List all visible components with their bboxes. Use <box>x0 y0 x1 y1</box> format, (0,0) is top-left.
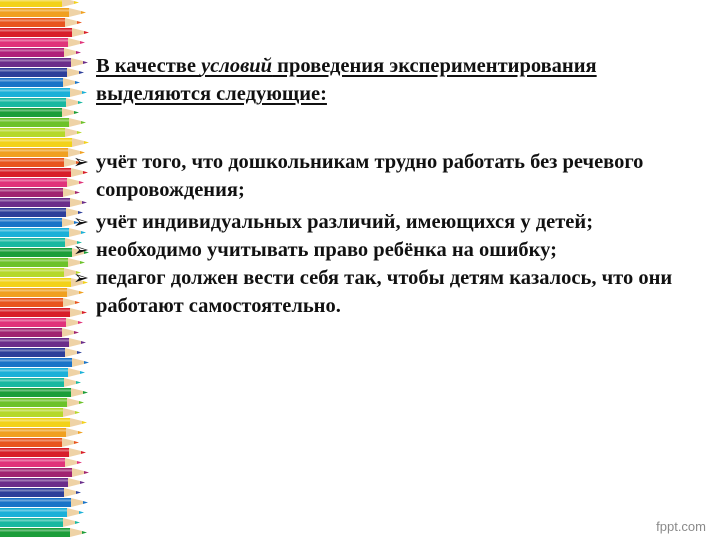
pencil <box>0 438 79 447</box>
pencil <box>0 448 86 457</box>
conditions-list <box>72 148 702 320</box>
list-item-text: педагог должен вести себя так, чтобы детям казалось, что они работают самостоятельно. <box>96 267 673 317</box>
pencil <box>0 48 81 57</box>
pencil <box>0 128 82 137</box>
pencil <box>0 408 80 417</box>
pencil <box>0 478 85 487</box>
pencil <box>0 28 89 37</box>
arrow-bullet-icon: ➢ <box>73 239 89 261</box>
pencil <box>0 328 79 337</box>
pencil <box>0 318 83 327</box>
slide-heading <box>96 52 702 108</box>
pencil <box>0 428 83 437</box>
arrow-bullet-icon: ➢ <box>73 267 89 289</box>
pencil <box>0 208 83 217</box>
arrow-bullet-icon: ➢ <box>73 151 89 173</box>
pencil <box>0 348 82 357</box>
pencil <box>0 508 84 517</box>
pencil <box>0 78 80 87</box>
pencil <box>0 338 86 347</box>
pencil <box>0 18 82 27</box>
list-item <box>72 236 702 264</box>
watermark: fppt.com <box>656 519 706 534</box>
pencil <box>0 488 81 497</box>
heading-text-end: проведения экспериментирования выделяются следующие: <box>96 55 597 105</box>
pencil <box>0 98 83 107</box>
list-item-text: учёт индивидуальных различий, имеющихся у детей; <box>96 211 594 233</box>
pencil <box>0 458 82 467</box>
pencil <box>0 158 81 167</box>
pencil <box>0 108 79 117</box>
pencil <box>0 518 80 527</box>
arrow-bullet-icon: ➢ <box>73 211 89 233</box>
pencil <box>0 388 88 397</box>
list-item <box>72 208 702 236</box>
pencil <box>0 8 86 17</box>
pencil <box>0 0 79 7</box>
pencil <box>0 238 82 247</box>
pencil <box>0 358 89 367</box>
pencil <box>0 188 80 197</box>
pencil <box>0 268 81 277</box>
slide-content <box>72 52 702 320</box>
pencil <box>0 468 89 477</box>
pencil <box>0 218 79 227</box>
pencil <box>0 398 84 407</box>
pencil <box>0 368 85 377</box>
pencil <box>0 528 87 537</box>
list-item-text: необходимо учитывать право ребёнка на ошибку; <box>96 239 557 261</box>
list-item <box>72 148 702 204</box>
pencil <box>0 498 88 507</box>
list-item <box>72 264 702 320</box>
pencil <box>0 418 87 427</box>
pencil <box>0 298 80 307</box>
pencil <box>0 38 85 47</box>
list-item-text: учёт того, что дошкольникам трудно работать без речевого сопровождения; <box>96 151 644 201</box>
heading-emphasis: условий <box>201 55 273 77</box>
heading-text-start: В качестве <box>96 55 202 77</box>
pencil <box>0 378 81 387</box>
